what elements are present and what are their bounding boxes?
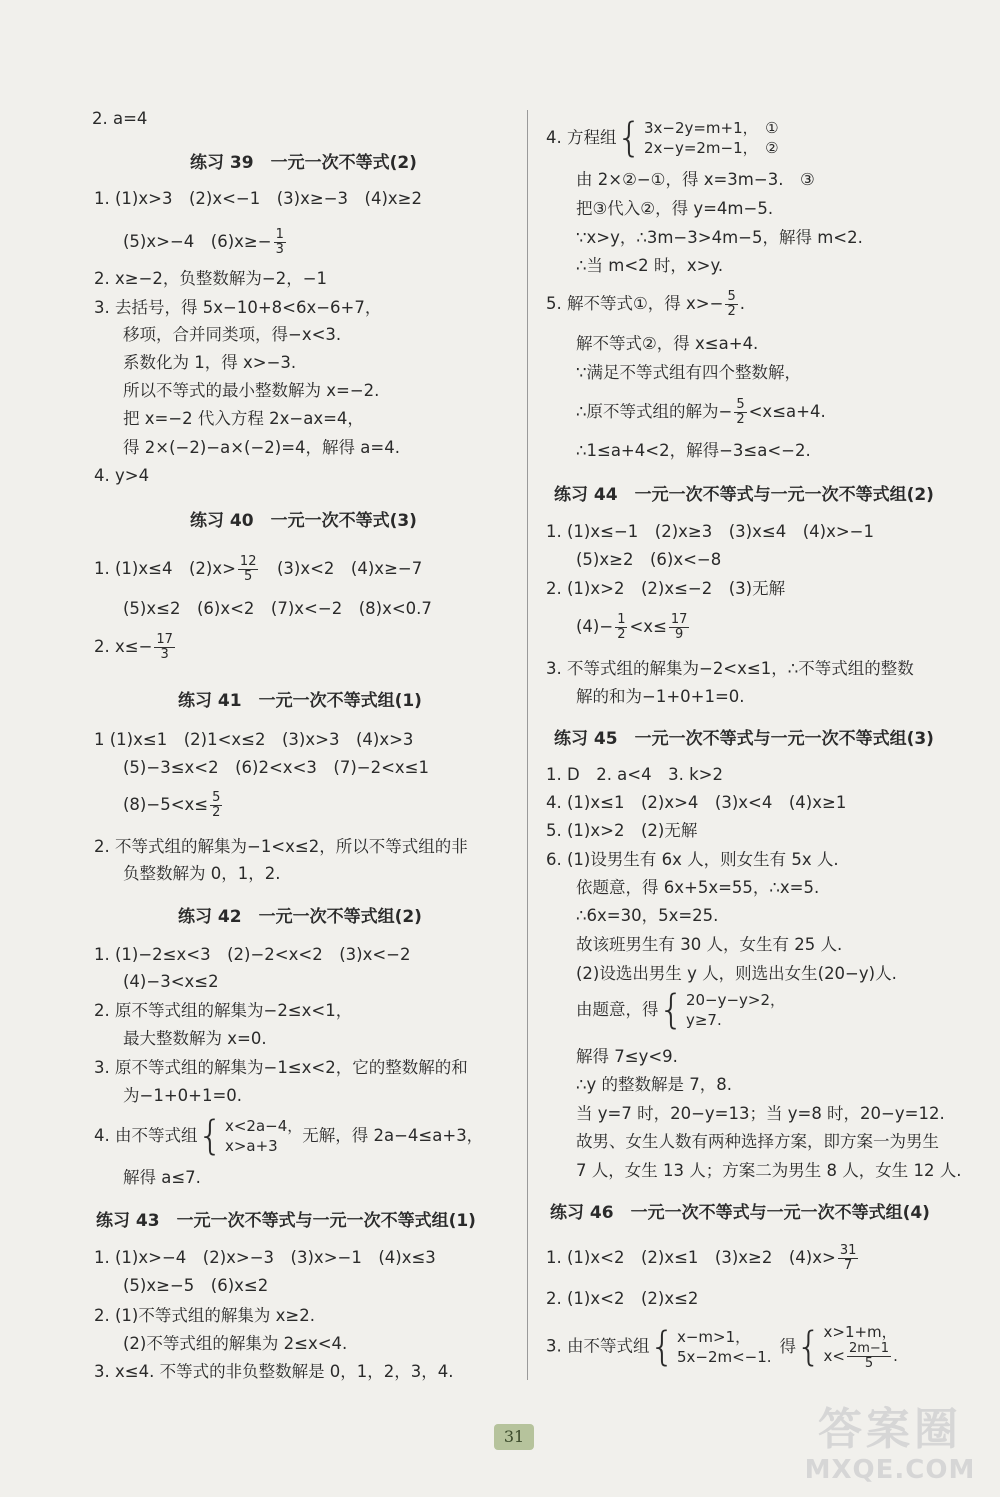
answer-line: 当 y=7 时，20−y=13；当 y=8 时，20−y=12. bbox=[576, 1104, 945, 1123]
answer-line: 依题意，得 6x+5x=55，∴x=5. bbox=[576, 878, 820, 897]
answer-line: 解的和为−1+0+1=0. bbox=[576, 687, 745, 706]
answer-line: 1 (1)x≤1 (2)1<x≤2 (3)x>3 (4)x>3 bbox=[94, 730, 414, 749]
equation-system: { x<2a−4， x>a+3 bbox=[197, 1113, 303, 1159]
answer-line: 把③代入②，得 y=4m−5. bbox=[576, 199, 774, 218]
answer-line: (5)x≥2 (6)x<−8 bbox=[576, 550, 722, 569]
answer-line: 2. a=4 bbox=[92, 109, 148, 128]
answer-line: (2)设选出男生 y 人，则选出女生(20−y)人. bbox=[576, 964, 897, 983]
answer-line: ∴原不等式组的解为− $\frac{5}{2}$ <x≤a+4. bbox=[576, 397, 826, 427]
page-number: 31 bbox=[494, 1424, 534, 1450]
equation-system: { x>1+m， x< $\frac{2m-1}{5}$ . bbox=[796, 1323, 898, 1371]
answer-line: 解得 a≤7. bbox=[123, 1168, 201, 1187]
fraction: $\frac{5}{2}$ bbox=[212, 790, 221, 820]
answer-line: 故该班男生有 30 人，女生有 25 人. bbox=[576, 935, 843, 954]
fraction: $\frac{17}{3}$ bbox=[156, 632, 173, 662]
answer-line: (5)x≤2 (6)x<2 (7)x<−2 (8)x<0.7 bbox=[123, 599, 432, 618]
answer-line: (5)x≥−5 (6)x≤2 bbox=[123, 1276, 269, 1295]
answer-line: 7 人，女生 13 人；方案二为男生 8 人，女生 12 人. bbox=[576, 1161, 962, 1180]
answer-line: ∵x>y，∴3m−3>4m−5，解得 m<2. bbox=[576, 228, 863, 247]
answer-line: 1. D 2. a<4 3. k>2 bbox=[546, 765, 723, 784]
fraction: $\frac{1}{3}$ bbox=[275, 227, 284, 257]
answer-line: 4. 方程组 { 3x−2y=m+1， ① 2x−y=2m−1， ② bbox=[546, 115, 779, 161]
answer-line: 2. (1)不等式组的解集为 x≥2. bbox=[94, 1306, 315, 1325]
column-divider bbox=[527, 110, 528, 1380]
answer-line: 3. x≤4. 不等式的非负整数解是 0，1，2，3，4. bbox=[94, 1362, 454, 1381]
fraction: $\frac{5}{2}$ bbox=[727, 289, 736, 319]
answer-line: 3. 不等式组的解集为−2<x≤1，∴不等式组的整数 bbox=[546, 659, 914, 678]
answer-line: ∴y 的整数解是 7，8. bbox=[576, 1075, 732, 1094]
answer-line: (4)− $\frac{1}{2}$ <x≤ $\frac{17}{9}$ bbox=[576, 612, 688, 642]
answer-line: ∴1≤a+4<2，解得−3≤a<−2. bbox=[576, 441, 811, 460]
answer-line: 由 2×②−①，得 x=3m−3. ③ bbox=[576, 170, 815, 189]
answer-line: 得 2×(−2)−a×(−2)=4，解得 a=4. bbox=[123, 438, 400, 457]
answer-line: 故男、女生人数有两种选择方案，即方案一为男生 bbox=[576, 1132, 939, 1151]
equation-system: { x−m>1， 5x−2m<−1. bbox=[649, 1323, 772, 1370]
answer-line: 3. 原不等式组的解集为−1≤x<2，它的整数解的和 bbox=[94, 1058, 468, 1077]
section-heading-43: 练习 43 一元一次不等式与一元一次不等式组(1) bbox=[96, 1211, 476, 1231]
answer-line: 移项，合并同类项，得−x<3. bbox=[123, 325, 342, 344]
watermark-logo: 答案圈 MXQE.COM bbox=[804, 1404, 976, 1485]
section-heading-44: 练习 44 一元一次不等式与一元一次不等式组(2) bbox=[554, 485, 934, 505]
answer-line: 3. 由不等式组 { x−m>1， 5x−2m<−1. 得 { x>1+m， x< $\frac{2m-1}{5}$ . bbox=[546, 1323, 898, 1371]
answer-line: (5)−3≤x<2 (6)2<x<3 (7)−2<x≤1 bbox=[123, 758, 429, 777]
answer-line: 2. (1)x>2 (2)x≤−2 (3)无解 bbox=[546, 579, 786, 598]
answer-line: 2. 原不等式组的解集为−2≤x<1， bbox=[94, 1001, 353, 1020]
equation-system: { 20−y−y>2， y≥7. bbox=[658, 987, 786, 1033]
answer-line: (4)−3<x≤2 bbox=[123, 972, 219, 991]
answer-line: 4. 由不等式组 { x<2a−4， x>a+3 无解，得 2a−4≤a+3， bbox=[94, 1113, 484, 1159]
answer-line: 5. (1)x>2 (2)无解 bbox=[546, 821, 698, 840]
answer-line: 2. x≤− $\frac{17}{3}$ bbox=[94, 632, 173, 662]
fraction: $\frac{2m-1}{5}$ bbox=[848, 1341, 890, 1371]
answer-line: 解得 7≤y<9. bbox=[576, 1047, 678, 1066]
answer-line: 最大整数解为 x=0. bbox=[123, 1029, 267, 1048]
answer-line: 2. (1)x<2 (2)x≤2 bbox=[546, 1289, 699, 1308]
answer-line: 6. (1)设男生有 6x 人，则女生有 5x 人. bbox=[546, 850, 839, 869]
answer-line: 把 x=−2 代入方程 2x−ax=4， bbox=[123, 409, 364, 428]
answer-line: 为−1+0+1=0. bbox=[123, 1086, 243, 1105]
answer-line: ∴当 m<2 时，x>y. bbox=[576, 256, 724, 275]
fraction: $\frac{5}{2}$ bbox=[736, 397, 745, 427]
answer-line: 1. (1)−2≤x<3 (2)−2<x<2 (3)x<−2 bbox=[94, 945, 411, 964]
answer-line: ∴6x=30，5x=25. bbox=[576, 906, 719, 925]
fraction: $\frac{1}{2}$ bbox=[617, 612, 626, 642]
section-heading-40: 练习 40 一元一次不等式(3) bbox=[190, 511, 417, 531]
section-heading-39: 练习 39 一元一次不等式(2) bbox=[190, 153, 417, 173]
section-heading-42: 练习 42 一元一次不等式组(2) bbox=[178, 907, 422, 927]
answer-line: (2)不等式组的解集为 2≤x<4. bbox=[123, 1334, 348, 1353]
fraction: $\frac{17}{9}$ bbox=[670, 612, 688, 642]
answer-line: 4. y>4 bbox=[94, 466, 150, 485]
section-heading-46: 练习 46 一元一次不等式与一元一次不等式组(4) bbox=[550, 1203, 930, 1223]
answer-line: 负整数解为 0，1，2. bbox=[123, 864, 281, 883]
equation-system: { 3x−2y=m+1， ① 2x−y=2m−1， ② bbox=[616, 115, 779, 161]
answer-line: 解不等式②，得 x≤a+4. bbox=[576, 334, 759, 353]
section-heading-45: 练习 45 一元一次不等式与一元一次不等式组(3) bbox=[554, 729, 934, 749]
answer-line: 1. (1)x>3 (2)x<−1 (3)x≥−3 (4)x≥2 bbox=[94, 189, 422, 208]
section-heading-41: 练习 41 一元一次不等式组(1) bbox=[178, 691, 422, 711]
answer-line: 2. 不等式组的解集为−1<x≤2，所以不等式组的非 bbox=[94, 837, 468, 856]
fraction: $\frac{31}{7}$ bbox=[839, 1243, 857, 1273]
answer-line: (8)−5<x≤ $\frac{5}{2}$ bbox=[123, 790, 221, 820]
fraction: $\frac{12}{5}$ bbox=[239, 554, 257, 584]
answer-line: 所以不等式的最小整数解为 x=−2. bbox=[123, 381, 380, 400]
answer-line: 5. 解不等式①，得 x>− $\frac{5}{2}$ . bbox=[546, 289, 745, 319]
answer-line: 1. (1)x≤−1 (2)x≥3 (3)x≤4 (4)x>−1 bbox=[546, 522, 874, 541]
answer-line: 1. (1)x<2 (2)x≤1 (3)x≥2 (4)x> $\frac{31}{7}$ bbox=[546, 1243, 857, 1273]
answer-line: 1. (1)x≤4 (2)x> $\frac{12}{5}$ (3)x<2 (4)x≥−7 bbox=[94, 554, 423, 584]
answer-line: (5)x>−4 (6)x≥− $\frac{1}{3}$ bbox=[123, 227, 284, 257]
answer-line: 1. (1)x>−4 (2)x>−3 (3)x>−1 (4)x≤3 bbox=[94, 1248, 436, 1267]
answer-line: 由题意，得 { 20−y−y>2， y≥7. bbox=[576, 987, 786, 1033]
answer-line: 2. x≥−2，负整数解为−2，−1 bbox=[94, 269, 328, 288]
answer-line: 系数化为 1，得 x>−3. bbox=[123, 353, 297, 372]
answer-line: ∵满足不等式组有四个整数解， bbox=[576, 363, 801, 382]
answer-line: 3. 去括号，得 5x−10+8<6x−6+7， bbox=[94, 298, 382, 317]
answer-line: 4. (1)x≤1 (2)x>4 (3)x<4 (4)x≥1 bbox=[546, 793, 847, 812]
